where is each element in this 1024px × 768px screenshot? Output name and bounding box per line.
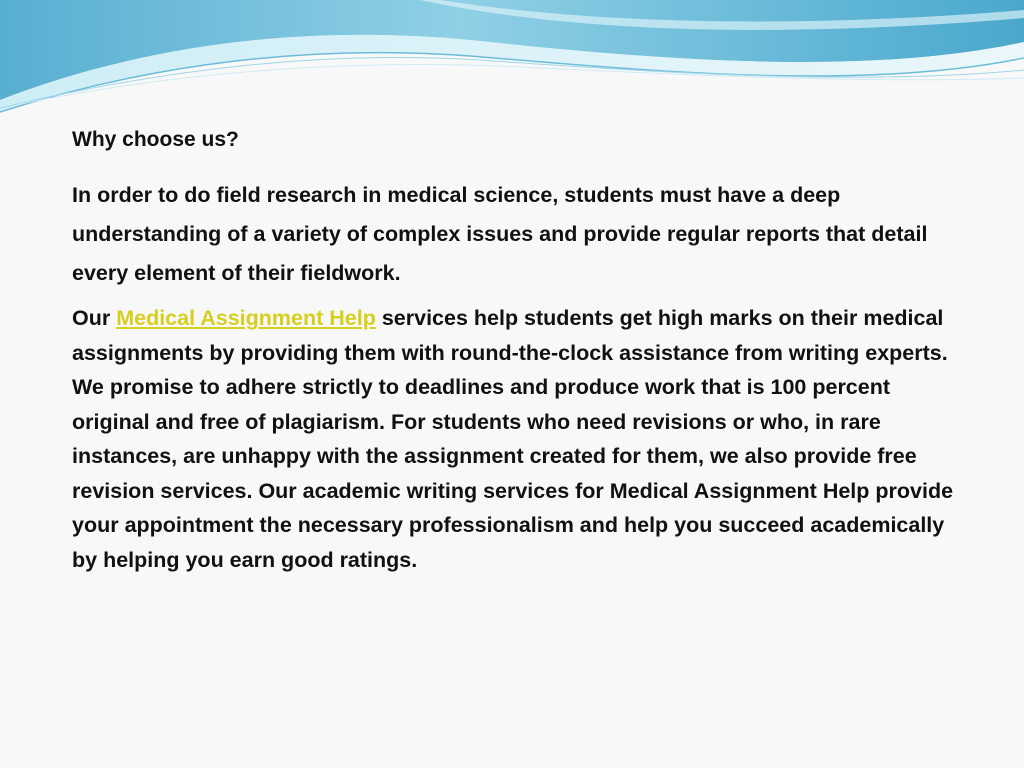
services-paragraph-prefix: Our xyxy=(72,306,117,330)
services-paragraph-body: services help students get high marks on their medical assignments by providing them with round-the-clock assistance from writing experts. We promise to adhere strictly to deadlines and produce work that is 100 percent original and free of plagiarism. For students who need revisions or who, in rare instances, are unhappy with the assignment created for them, we also provide free revision services. Our academic writing services for Medical Assignment Help provide your appointment the necessary professionalism and help you succeed academically by helping you earn good ratings. xyxy=(72,306,954,572)
services-paragraph xyxy=(72,301,962,577)
header-wave-decoration xyxy=(0,0,1024,130)
slide-heading: Why choose us? xyxy=(72,128,239,151)
slide-content xyxy=(72,124,962,577)
intro-paragraph: In order to do field research in medical science, students must have a deep understanding of a variety of complex issues and provide regular reports that detail every element of their fieldwork. xyxy=(72,183,928,285)
medical-assignment-help-link[interactable]: Medical Assignment Help xyxy=(116,306,376,330)
